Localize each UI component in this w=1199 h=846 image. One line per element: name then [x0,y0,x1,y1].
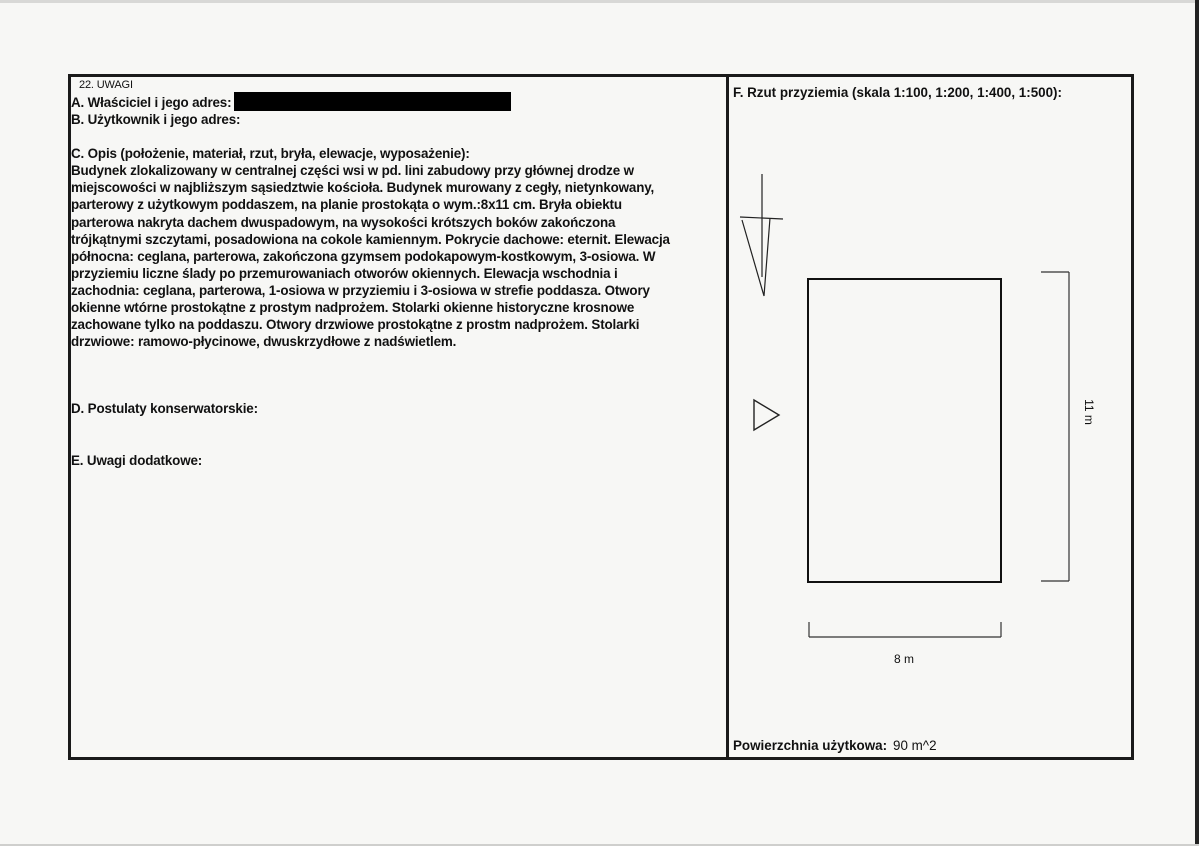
conservation-label: D. Postulaty konserwatorskie: [71,401,258,416]
description-line: trójkątnymi szczytami, posadowiona na cokole kamiennym. Pokrycie dachowe: eternit. Elewacja [71,231,670,247]
floor-plan-panel [729,77,1131,757]
description-line: zachowane tylko na poddaszu. Otwory drzwiowe prostokątne z prostm nadprożem. Stolarki [71,317,640,333]
owner-label: A. Właściciel i jego adres: [71,95,232,110]
entrance-triangle-icon [754,400,779,430]
user-label: B. Użytkownik i jego adres: [71,112,241,128]
north-arrow-icon [740,174,783,296]
description-line: parterowy z użytkowym poddaszem, na planie prostokąta o wym.:8x11 cm. Bryła obiektu [71,197,622,213]
description-line: zachodnia: ceglana, parterowa, 1-osiowa w przyziemiu i 3-osiowa w strefie poddasza. Otwory [71,282,650,298]
floor-plan-title: F. Rzut przyziemia (skala 1:100, 1:200, 1:400, 1:500): [733,85,1062,100]
description-line: drzwiowe: ramowo-płycinowe, dwuskrzydłowe z nadświetlem. [71,334,457,350]
width-dimension-line [809,622,1001,637]
description-line: północna: ceglana, parterowa, zakończona gzymsem podokapowym-kostkowym, 3-osiowa. W [71,248,656,264]
description-line: Budynek zlokalizowany w centralnej części wsi w pd. lini zabudowy przy głównej drodze w [71,163,634,179]
description-line: parterowa nakryta dachem dwuspadowym, na wysokości krótszych boków zakończona [71,214,616,230]
usable-area-value: 90 m^2 [893,738,937,753]
additional-remarks-label: E. Uwagi dodatkowe: [71,453,203,468]
description-line: okienne wtórne prostokątne z prostym nadprożem. Stolarki okienne historyczne krosnowe [71,300,635,316]
description-line: przyziemiu liczne ślady po przemurowaniach otworów okiennych. Elewacja wschodnia i [71,265,618,281]
floor-plan-sketch [729,77,1131,737]
owner-row [71,92,723,111]
remarks-panel [71,78,723,754]
description-text [71,162,723,350]
length-dimension-line [1041,272,1069,581]
usable-area-label: Powierzchnia użytkowa: [733,738,888,753]
scan-edge-right [1195,0,1199,846]
section-number: 22. UWAGI [79,79,133,91]
width-label: 8 m [893,652,915,666]
description-label: C. Opis (położenie, materiał, rzut, bryła, elewacje, wyposażenie): [71,146,470,162]
redaction-bar [234,92,511,111]
building-outline [808,279,1001,582]
description-line: miejscowości w najbliższym sąsiedztwie kościoła. Budynek murowany z cegły, nietynkowany, [71,180,655,196]
length-label: 11 m [1082,399,1096,425]
usable-area-row [733,738,937,753]
scan-edge-top [0,0,1199,3]
